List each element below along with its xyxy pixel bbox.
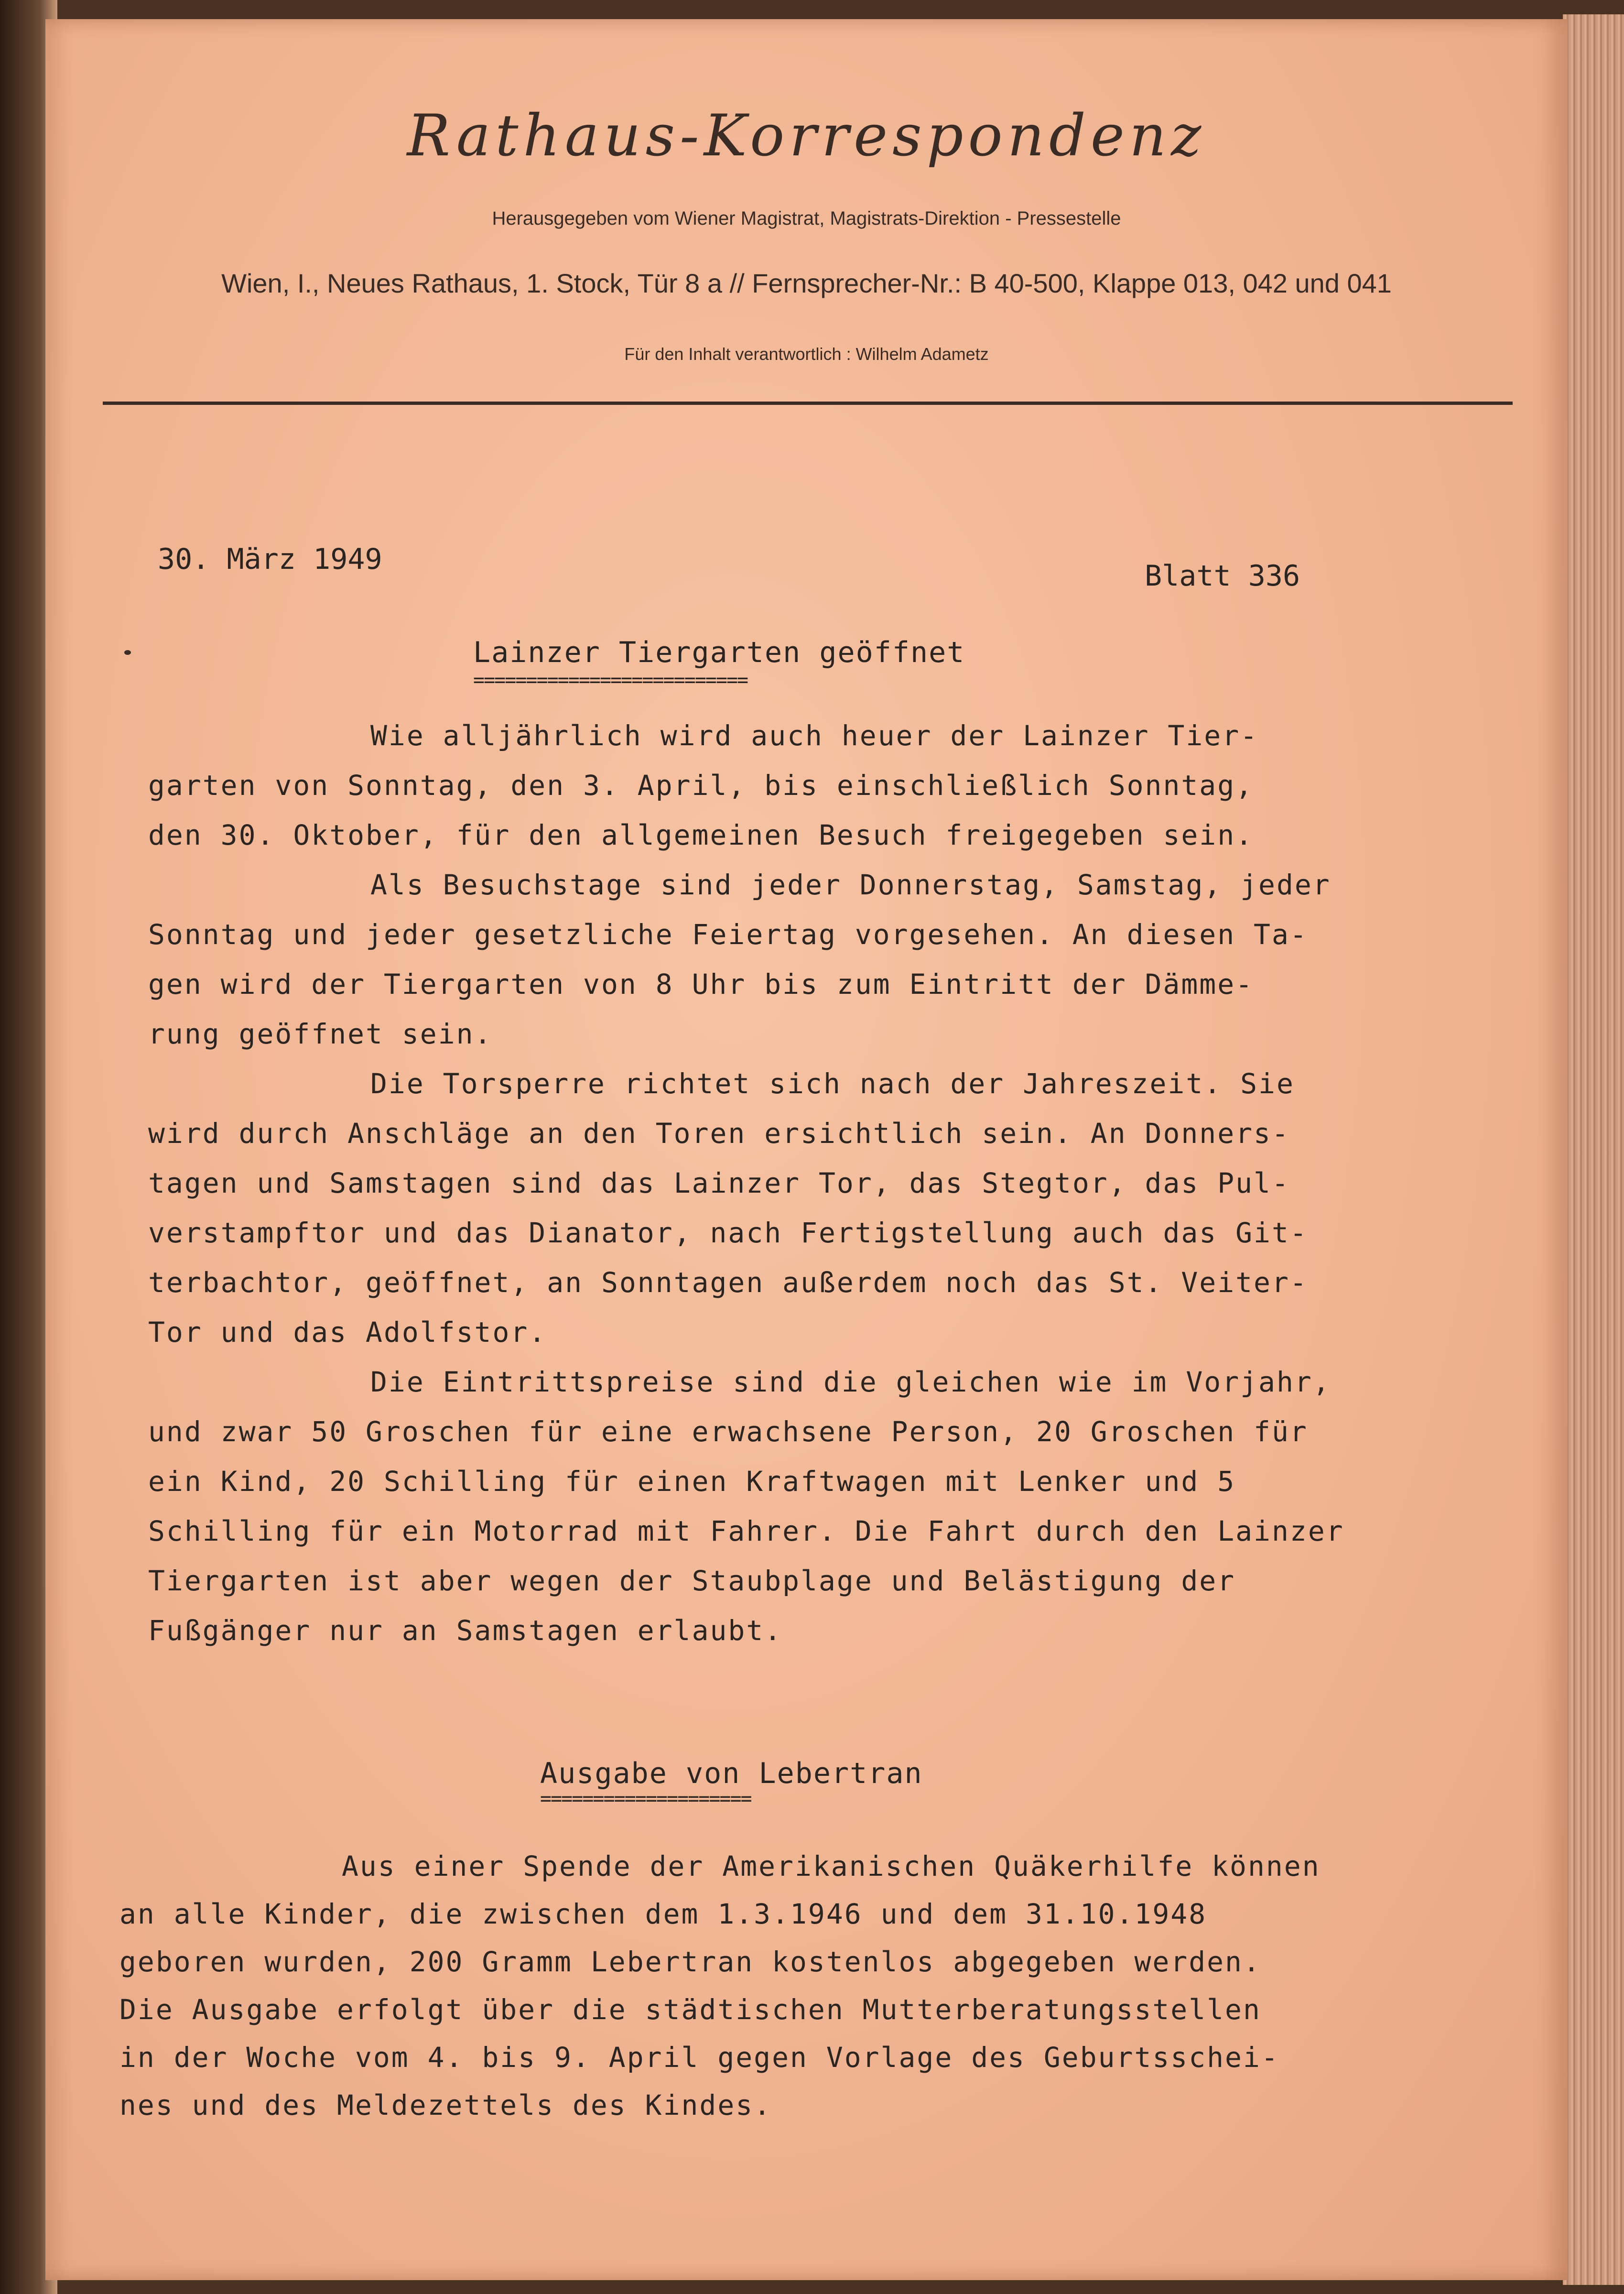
article2-heading: Ausgabe von Lebertran	[540, 1757, 923, 1790]
masthead-publisher: Herausgegeben vom Wiener Magistrat, Magistrats-Direktion - Pressestelle	[492, 208, 1121, 229]
body-line: garten von Sonntag, den 3. April, bis einschließlich Sonntag,	[148, 769, 1254, 802]
body-line: rung geöffnet sein.	[148, 1018, 493, 1050]
body-line: in der Woche vom 4. bis 9. April gegen Vorlage des Geburtsschei-	[119, 2041, 1279, 2074]
body-line: terbachtor, geöffnet, an Sonntagen außerdem noch das St. Veiter-	[148, 1266, 1308, 1299]
sheet-number: Blatt 336	[1145, 559, 1300, 593]
masthead-title: Rathaus-Korrespondenz	[407, 103, 1206, 169]
body-line: Die Torsperre richtet sich nach der Jahreszeit. Sie	[370, 1067, 1295, 1100]
document-date: 30. März 1949	[158, 543, 382, 576]
document-page	[45, 19, 1568, 2280]
body-line: wird durch Anschläge an den Toren ersichtlich sein. An Donners-	[148, 1117, 1290, 1150]
article2-underline: ====================	[540, 1788, 751, 1810]
body-line: Schilling für ein Motorrad mit Fahrer. Die Fahrt durch den Lainzer	[148, 1515, 1344, 1547]
article1-underline: ==========================	[473, 669, 748, 691]
body-line: und zwar 50 Groschen für eine erwachsene Person, 20 Groschen für	[148, 1415, 1308, 1448]
body-line: verstampftor und das Dianator, nach Fertigstellung auch das Git-	[148, 1217, 1308, 1249]
masthead-responsible: Für den Inhalt verantwortlich : Wilhelm Adametz	[624, 344, 989, 364]
body-line: Tor und das Adolfstor.	[148, 1316, 547, 1348]
body-line: den 30. Oktober, für den allgemeinen Besuch freigegeben sein.	[148, 819, 1254, 851]
body-line: ein Kind, 20 Schilling für einen Kraftwagen mit Lenker und 5	[148, 1465, 1236, 1498]
body-line: gen wird der Tiergarten von 8 Uhr bis zum Eintritt der Dämme-	[148, 968, 1254, 1000]
body-line: Aus einer Spende der Amerikanischen Quäkerhilfe können	[342, 1850, 1321, 1882]
body-line: an alle Kinder, die zwischen dem 1.3.1946 und dem 31.10.1948	[119, 1898, 1207, 1930]
masthead-address: Wien, I., Neues Rathaus, 1. Stock, Tür 8 a // Fernsprecher-Nr.: B 40-500, Klappe 013, 042 und 041	[221, 268, 1392, 298]
page-stack-edge	[1563, 14, 1624, 2285]
body-line: Als Besuchstage sind jeder Donnerstag, Samstag, jeder	[370, 869, 1331, 901]
body-line: geboren wurden, 200 Gramm Lebertran kostenlos abgegeben werden.	[119, 1946, 1261, 1978]
body-line: nes und des Meldezettels des Kindes.	[119, 2089, 772, 2121]
body-line: Wie alljährlich wird auch heuer der Lainzer Tier-	[370, 719, 1259, 752]
margin-mark	[124, 650, 131, 655]
body-line: Die Ausgabe erfolgt über die städtischen Mutterberatungsstellen	[119, 1993, 1261, 2026]
article1-heading: Lainzer Tiergarten geöffnet	[473, 636, 965, 669]
body-line: tagen und Samstagen sind das Lainzer Tor, das Stegtor, das Pul-	[148, 1167, 1290, 1199]
body-line: Sonntag und jeder gesetzliche Feiertag vorgesehen. An diesen Ta-	[148, 918, 1308, 951]
body-line: Tiergarten ist aber wegen der Staubplage und Belästigung der	[148, 1565, 1236, 1597]
body-line: Die Eintrittspreise sind die gleichen wie im Vorjahr,	[370, 1366, 1331, 1398]
body-line: Fußgänger nur an Samstagen erlaubt.	[148, 1614, 783, 1647]
masthead-divider	[103, 402, 1513, 405]
